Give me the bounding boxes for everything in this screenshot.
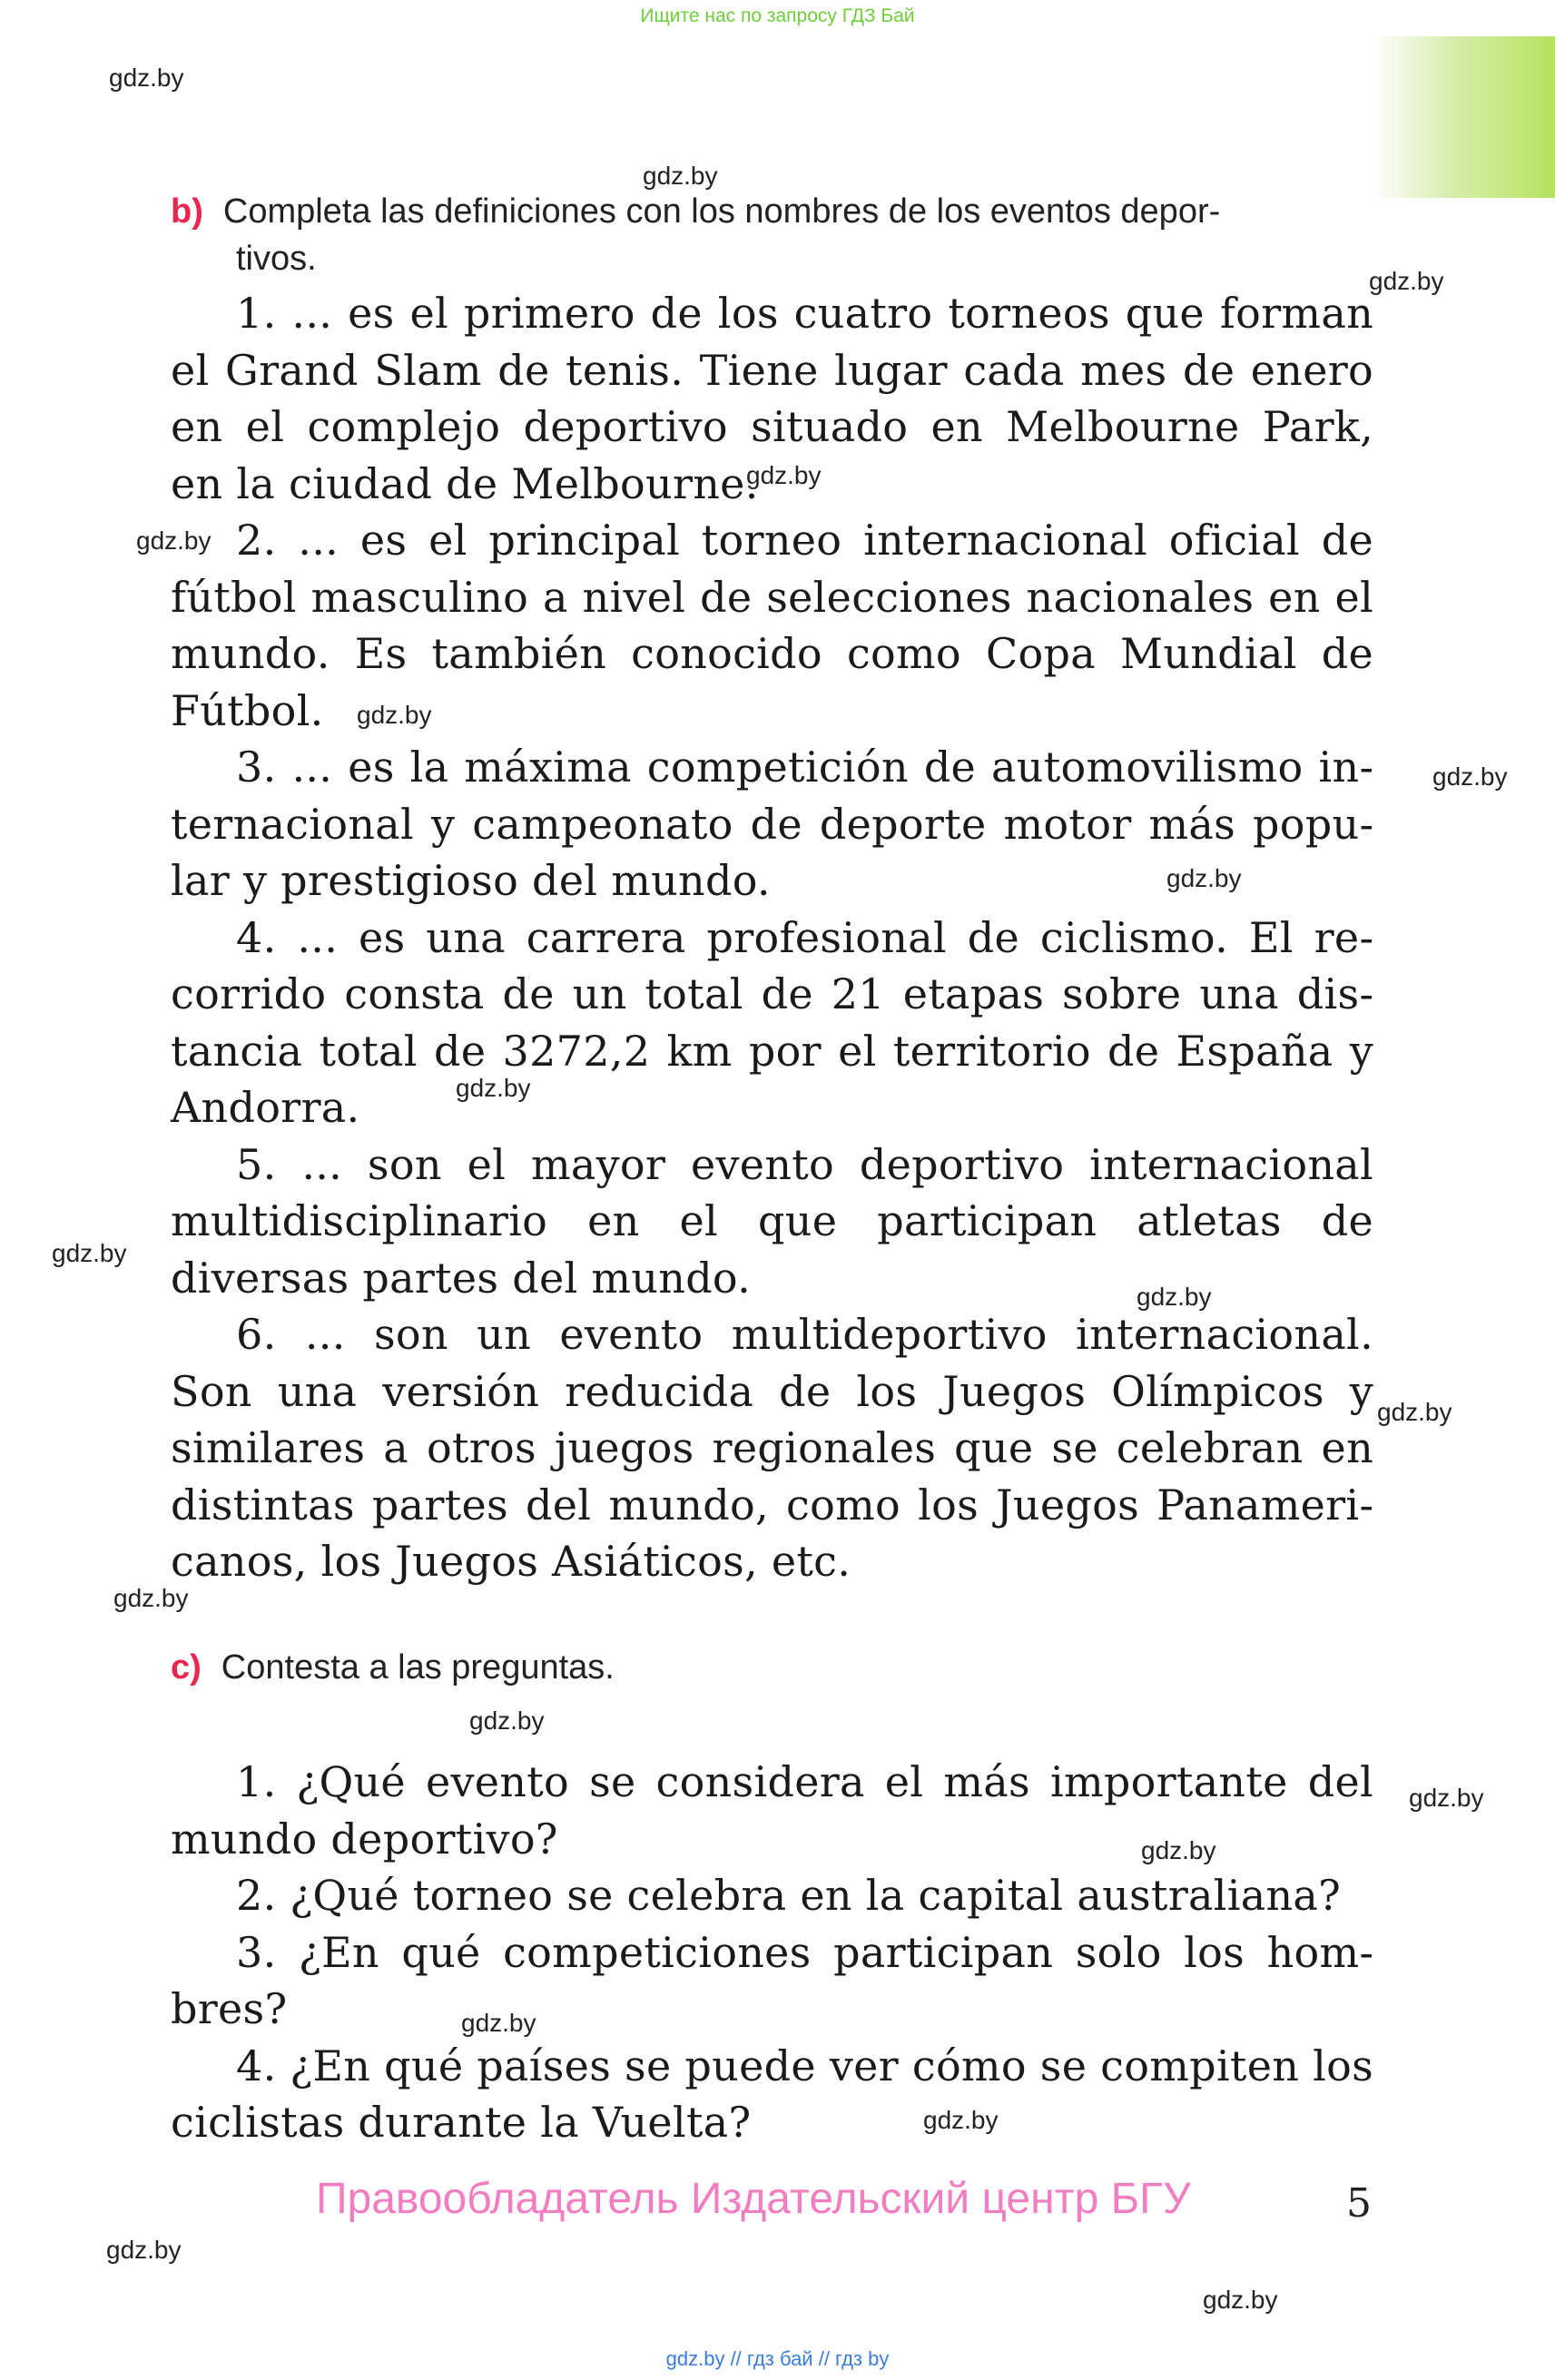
task-b-line1: Completa las definiciones con los nombres de los eventos depor- [222, 192, 1221, 231]
page-number: 5 [1346, 2180, 1372, 2227]
definition-5: 5. ... son el mayor evento deportivo internacional multidisciplinario en el que participan atletas de diversas partes del mundo. [171, 1139, 1373, 1303]
copyright-holder: Правообладатель Издательский центр БГУ [316, 2175, 1191, 2223]
watermark: gdz.by [1166, 864, 1242, 892]
task-b-label: b) [171, 192, 203, 231]
watermark: gdz.by [357, 701, 432, 729]
task-b-instruction [171, 192, 1220, 231]
question-4: 4. ¿En qué países se puede ver cómo se compiten los ciclistas durante la Vuelta? [171, 2041, 1373, 2147]
watermark: gdz.by [456, 1074, 531, 1102]
question-1: 1. ¿Qué evento se considera el más importante del mundo deportivo? [171, 1757, 1373, 1864]
watermark: gdz.by [136, 526, 212, 555]
watermark: gdz.by [1432, 762, 1508, 791]
task-c-instruction [171, 1648, 615, 1687]
watermark: gdz.by [643, 162, 718, 190]
top-banner[interactable]: Ищите нас по запросу ГДЗ Бай [640, 5, 915, 26]
watermark: gdz.by [1409, 1784, 1484, 1812]
corner-decoration [1373, 36, 1555, 198]
watermark: gdz.by [469, 1706, 545, 1735]
question-2: 2. ¿Qué torneo se celebra en la capital australiana? [236, 1871, 1342, 1920]
definition-6: 6. ... son un evento multideportivo internacional. Son una versión reducida de los Juegos Olímpicos y similares a otros juegos regionales que se celebran en distintas partes del mundo, como los Juegos Panamericanos, los Juegos Asiáticos, etc. [171, 1310, 1373, 1586]
watermark: gdz.by [1203, 2286, 1278, 2314]
watermark: gdz.by [113, 1584, 189, 1612]
watermark: gdz.by [109, 64, 184, 92]
watermark: gdz.by [746, 461, 822, 489]
watermark: gdz.by [1137, 1283, 1212, 1311]
task-c-label: c) [171, 1648, 202, 1687]
question-3: 3. ¿En qué competiciones participan solo los hombres? [171, 1927, 1373, 2033]
watermark: gdz.by [1377, 1398, 1452, 1426]
bottom-links[interactable]: gdz.by // гдз бай // гдз by [665, 2347, 890, 2370]
definition-3: 3. ... es la máxima competición de automovilismo internacional y campeonato de deporte motor más popular y prestigioso del mundo. [171, 743, 1373, 905]
watermark: gdz.by [106, 2236, 182, 2264]
questions-list [171, 1754, 1373, 2151]
watermark: gdz.by [1141, 1836, 1216, 1864]
definition-2: 2. ... es el principal torneo internacional oficial de fútbol masculino a nivel de selecciones nacionales en el mundo. Es también conocido como Copa Mundial de Fútbol. [171, 516, 1373, 735]
definition-4: 4. ... es una carrera profesional de ciclismo. El recorrido consta de un total de 21 etapas sobre una distancia total de 3272,2 km por el territorio de España y Andorra. [171, 912, 1373, 1132]
task-c-text: Contesta a las preguntas. [221, 1648, 615, 1687]
watermark: gdz.by [1369, 267, 1444, 295]
watermark: gdz.by [52, 1239, 127, 1267]
watermark: gdz.by [461, 2009, 536, 2037]
definition-1: 1. ... es el primero de los cuatro torneos que forman el Grand Slam de tenis. Tiene lugar cada mes de enero en el complejo deportivo situado en Melbourne Park, en la ciudad de Melbourne. [171, 289, 1373, 508]
task-b-line2: tivos. [236, 240, 317, 278]
definitions-list [171, 285, 1373, 1590]
watermark: gdz.by [923, 2106, 999, 2134]
